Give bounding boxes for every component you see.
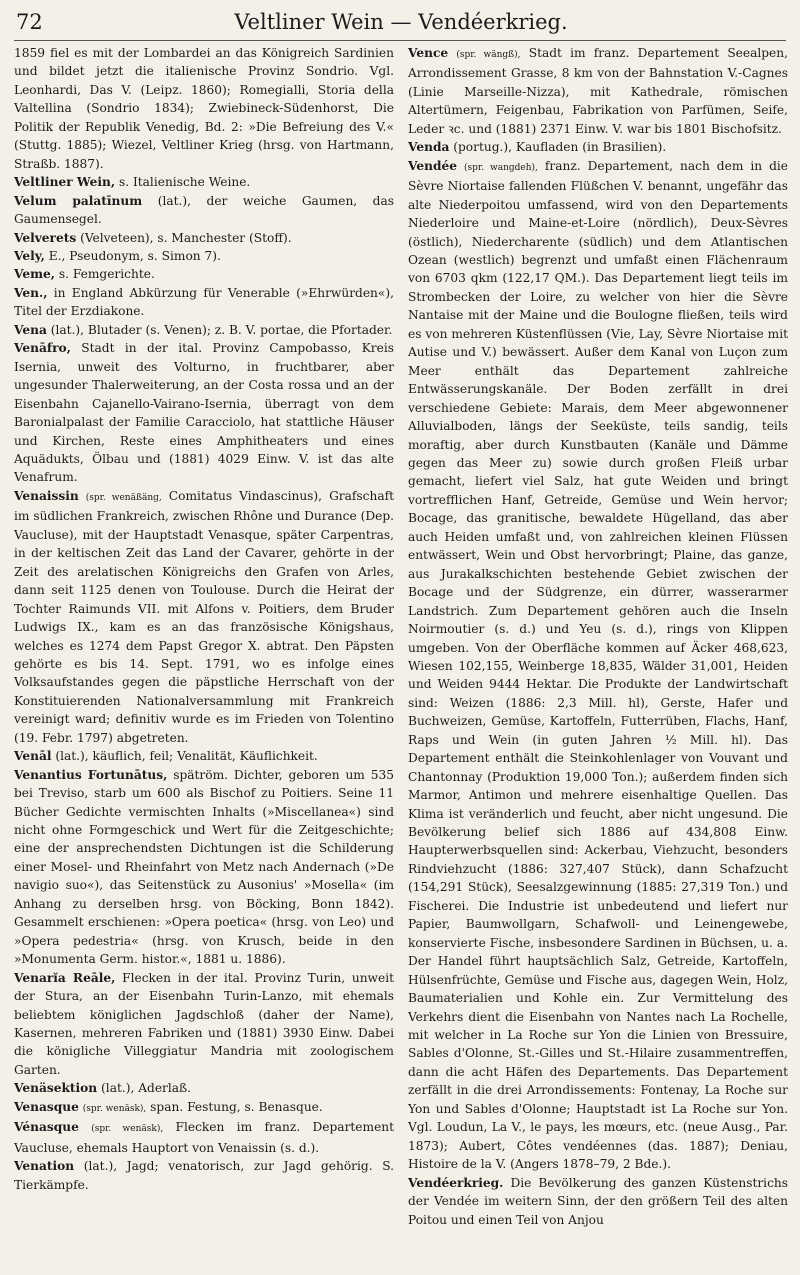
entry-text: (lat.), der weiche Gaumen, das Gaumensegel.	[14, 193, 394, 227]
entry-pronunciation: (spr. wenäßäng,	[85, 492, 162, 503]
entry-pronunciation: (spr. wängß),	[456, 50, 521, 60]
entry-text: Flecken im franz. Departement Vaucluse, ehemals Hauptort von Venaissin (s. d.).	[14, 1120, 394, 1155]
entry-vely	[14, 247, 394, 265]
entry-headword: Venāfro,	[14, 341, 71, 356]
entry-velverets	[14, 229, 394, 247]
entry-text: (Velveteen), s. Manchester (Stoff).	[80, 230, 292, 245]
entry-headword: Velverets	[14, 230, 77, 245]
entry-ven	[14, 284, 394, 321]
entry-headword: Vely,	[14, 248, 45, 263]
entry-headword: Ven.,	[14, 285, 48, 300]
entry-text: Stadt in der ital. Provinz Campobasso, Kreis Isernia, unweit des Volturno, in fruchtbarer, aber ungesunder Thalerweiterung, an der Costa rossa und an der Eisenbahn Cajanello-Vairano-Isernia, überragt von dem Baronialpalast der Familie Caracciolo, hat stattliche Häuser und Kirchen, Reste eines Amphitheaters und eines Aquädukts, Ölbau und (1881) 4029 Einw. V. ist das alte Venafrum.	[14, 341, 394, 485]
entry-text: Die Bevölkerung des ganzen Küstenstrichs der Vendée im weitern Sinn, der den größern Teil des alten Poitou und einen Teil von Anjou	[408, 1175, 788, 1227]
entry-text: span. Festung, s. Benasque.	[150, 1099, 323, 1114]
entry-headword: Venäsektion	[14, 1081, 98, 1096]
entry-text: Flecken in der ital. Provinz Turin, unweit der Stura, an der Eisenbahn Turin-Lanzo, mit ehemals beliebtem königlichen Jagdschloß (daher der Name), Kasernen, mehreren Fabriken und (1881) 3930 Einw. Dabei die königliche Villeggiatur Mandria mit zoologischem Garten.	[14, 970, 394, 1077]
entry-headword: Veltliner Wein,	[14, 175, 116, 190]
entry-headword: Venantius Fortunātus,	[14, 767, 168, 782]
header-rule	[14, 40, 786, 41]
entry-vence	[408, 44, 788, 138]
entry-pronunciation: (spr. wenäsk),	[82, 1103, 147, 1114]
entry-venafro	[14, 339, 394, 487]
page-header	[16, 10, 786, 36]
entry-headword: Vendée	[408, 158, 457, 173]
entry-pronunciation: (spr. wenäsk),	[91, 1124, 164, 1135]
entry-text: franz. Departement, nach dem in die Sèvre Niortaise fallenden Flüßchen V. benannt, ungefähr das alte Niederpoitou umfassend, wird von den Departements Niederloire und Maine-et-Loire (nördlich), Deux-Sèvres (östlich), Niedercharente (südlich) und dem Atlantischen Ozean (westlich) begrenzt und umfaßt einen Flächenraum von 6703 qkm (122,17 QM.). Das Departement liegt teils im Strombecken der Loire, zu welcher von hier die Sèvre Nantaise mit der Maine und die Boulogne fließen, teils wird es von mehreren Küstenflüssen (Vie, Lay, Sèvre Niortaise mit Autise und V.) bewässert. Außer dem Kanal von Luçon zum Meer enthält das Departement zahlreiche Entwässerungskanäle. Der Boden zerfällt in drei verschiedene Gebiete: Marais, dem Meer abgewonnener Alluvialboden, längs der Seeküste, teils sandig, teils moraftig, aber durch Kunstbauten (Kanäle und Dämme gegen das Meer zu) sowie durch großen Fleiß urbar gemacht, liefert viel Salz, hat gute Weiden und bringt vortrefflichen Hanf, Getreide, Gemüse und Wein hervor; Bocage, das granitische, bewaldete Hügelland, das aber auch Heiden umfaßt und, von zahlreichen kleinen Flüssen entwässert, Wein und Obst hervorbringt; Plaine, das ganze, aus Jurakalkschichten bestehende Gebiet zwischen der Bocage und der Südgrenze, ein dürrer, wasserarmer Landstrich. Zum Departement gehören auch die Inseln Noirmoutier (s. d.) und Yeu (s. d.), rings von Klippen umgeben. Von der Oberfläche kommen auf Äcker 468,623, Wiesen 102,155, Weinberge 18,835, Wälder 31,001, Heiden und Weiden 9444 Hektar. Die Produkte der Landwirtschaft sind: Weizen (1886: 2,3 Mill. hl), Gerste, Hafer und Buchweizen, Gemüse, Kartoffeln, Futterrüben, Flachs, Hanf, Raps und Wein (in guten Jahren ½ Mill. hl). Das Departement enthält die Steinkohlenlager von Vouvant und Chantonnay (Produktion 19,000 Ton.); außerdem finden sich Marmor, Antimon und mehrere eisenhaltige Quellen. Das Klima ist veränderlich und feucht, aber nicht ungesund. Die Bevölkerung belief sich 1886 auf 434,808 Einw. Haupterwerbsquellen sind: Ackerbau, Viehzucht, besonders Rindviehzucht (1886: 327,407 Stück), dann Schafzucht (154,291 Stück), Seesalzgewinnung (1885: 27,319 Ton.) und Fischerei. Die Industrie ist unbedeutend und liefert nur Papier, Baumwollgarn, Schafwoll- und Leinengewebe, konservierte Fische, insbesondere Sardinen in Büchsen, u. a. Der Handel führt hauptsächlich Salz, Getreide, Kartoffeln, Hülsenfrüchte, Gemüse und Fische aus, dagegen Wein, Holz, Baumaterialien und Kohle ein. Zur Vermittelung des Verkehrs dient die Eisenbahn von Nantes nach La Rochelle, mit welcher in La Roche sur Yon die Linien von Bressuire, Sables d'Olonne, St.-Gilles und St.-Hilaire zusammentreffen, dann die acht Häfen des Departements. Das Departement zerfällt in die drei Arrondissements: Fontenay, La Roche sur Yon und Sables d'Olonne; Hauptstadt ist La Roche sur Yon. Vgl. Loudun, La V., le pays, les mœurs, etc. (neue Ausg., Par. 1873); Aubert, Côtes vendéennes (das. 1887); Deniau, Histoire de la V. (Angers 1878–79, 2 Bde.).	[408, 158, 788, 1172]
entry-text: in England Abkürzung für Venerable (»Ehrwürden«), Titel der Erzdiakone.	[14, 285, 394, 319]
entry-text: Comitatus Vindascinus), Grafschaft im südlichen Frankreich, zwischen Rhône und Durance (Dep. Vaucluse), mit der Hauptstadt Venasque, später Carpentras, in der keltischen Zeit das Land der Cavarer, gehörte in der Zeit des arelatischen Königreichs den Grafen von Arles, dann seit 1125 denen von Toulouse. Durch die Heirat der Tochter Raimunds VII. mit Alfons v. Poitiers, dem Bruder Ludwigs IX., kam es an das französische Königshaus, welches es 1274 dem Papst Gregor X. abtrat. Den Päpsten gehörte es bis 14. Sept. 1791, wo es infolge eines Volksaufstandes gegen die päpstliche Herrschaft von der Konstituierenden Nationalversammlung mit Frankreich vereinigt ward; definitiv wurde es im Frieden von Tolentino (19. Febr. 1797) abgetreten.	[14, 488, 394, 745]
page-number: 72	[16, 10, 43, 34]
entry-headword: Venation	[14, 1159, 75, 1174]
entry-headword: Veme,	[14, 267, 55, 282]
entry-headword: Venasque	[14, 1099, 79, 1114]
entry-headword: Venarĭa Reāle,	[14, 970, 116, 985]
entry-text: (lat.), Jagd; venatorisch, zur Jagd gehörig. S. Tierkämpfe.	[14, 1159, 394, 1192]
entry-headword: Venāl	[14, 749, 52, 764]
entry-veltliner-wein	[14, 173, 394, 191]
text-columns	[14, 44, 788, 1263]
running-title: Veltliner Wein — Vendéerkrieg.	[234, 10, 568, 34]
entry-headword: Vence	[408, 46, 449, 60]
entry-venasque-1	[14, 1098, 394, 1118]
entry-venantius	[14, 766, 394, 969]
entry-headword: Vendéerkrieg.	[408, 1175, 504, 1190]
entry-venation	[14, 1157, 394, 1194]
entry-text: (lat.), Blutader (s. Venen); z. B. V. portae, die Pfortader.	[50, 322, 393, 337]
entry-text: Stadt im franz. Departement Seealpen, Arrondissement Grasse, 8 km von der Bahnstation V.-Cagnes (Linie Marseille-Nizza), mit Kathedrale, römischen Altertümern, Feigenbau, Fabrikation von Parfümen, Seife, Leder ꝛc. und (1881) 2371 Einw. V. war bis 1801 Bischofsitz.	[408, 46, 788, 136]
entry-venaria-reale	[14, 969, 394, 1080]
entry-venda	[408, 138, 788, 156]
entry-velum-palatinum	[14, 192, 394, 229]
entry-text: (lat.), Aderlaß.	[101, 1081, 192, 1096]
right-column	[408, 44, 788, 1263]
entry-venal	[14, 747, 394, 765]
entry-text: (portug.), Kaufladen (in Brasilien).	[453, 140, 667, 155]
entry-text: s. Femgerichte.	[58, 267, 155, 282]
entry-headword: Vena	[14, 322, 47, 337]
entry-headword: Vénasque	[14, 1120, 79, 1135]
left-column	[14, 44, 394, 1263]
entry-text: 1859 fiel es mit der Lombardei an das Königreich Sardinien und bildet jetzt die italienische Provinz Sondrio. Vgl. Leonhardi, Das V. (Leipz. 1860); Romegialli, Storia della Valtellina (Sondrio 1834); Zwiebineck-Südenhorst, Die Politik der Republik Venedig, Bd. 2: »Die Befreiung des V.« (Stuttg. 1885); Wiezel, Veltliner Krieg (hrsg. von Hartmann, Straßb. 1887).	[14, 46, 394, 171]
entry-pronunciation: (spr. wangdeh),	[463, 162, 538, 173]
entry-headword: Venda	[408, 140, 450, 155]
entry-cont-intro	[14, 44, 394, 173]
entry-text: s. Italienische Weine.	[118, 175, 251, 190]
entry-text: spätröm. Dichter, geboren um 535 bei Treviso, starb um 600 als Bischof zu Poitiers. Seine 11 Bücher Gedichte vermischten Inhalts (»Miscellanea«) sind nicht ohne Formgeschick und Wert für die Zeitgeschichte; eine der ansprechendsten Dichtungen ist die Schilderung einer Mosel- und Rheinfahrt von Metz nach Andernach (»De navigio suo«), das Seitenstück zu Ausonius' »Mosella« (im Anhang zu derselben hrsg. von Böcking, Bonn 1842). Gesammelt erschienen: »Opera poetica« (hrsg. von Leo) und »Opera pedestria« (hrsg. von Krusch, beide in den »Monumenta Germ. histor.«, 1881 u. 1886).	[14, 767, 394, 967]
entry-text: (lat.), käuflich, feil; Venalität, Käuflichkeit.	[55, 749, 318, 764]
entry-venasque-2	[14, 1118, 394, 1157]
entry-text: E., Pseudonym, s. Simon 7).	[48, 248, 221, 263]
entry-venaesektion	[14, 1079, 394, 1097]
entry-headword: Velum palatīnum	[14, 193, 143, 208]
entry-vendeekrieg	[408, 1174, 788, 1229]
entry-vendee	[408, 157, 788, 1174]
entry-veme	[14, 265, 394, 283]
entry-vena	[14, 321, 394, 339]
entry-headword: Venaissin	[14, 488, 79, 503]
entry-venaissin	[14, 487, 394, 747]
